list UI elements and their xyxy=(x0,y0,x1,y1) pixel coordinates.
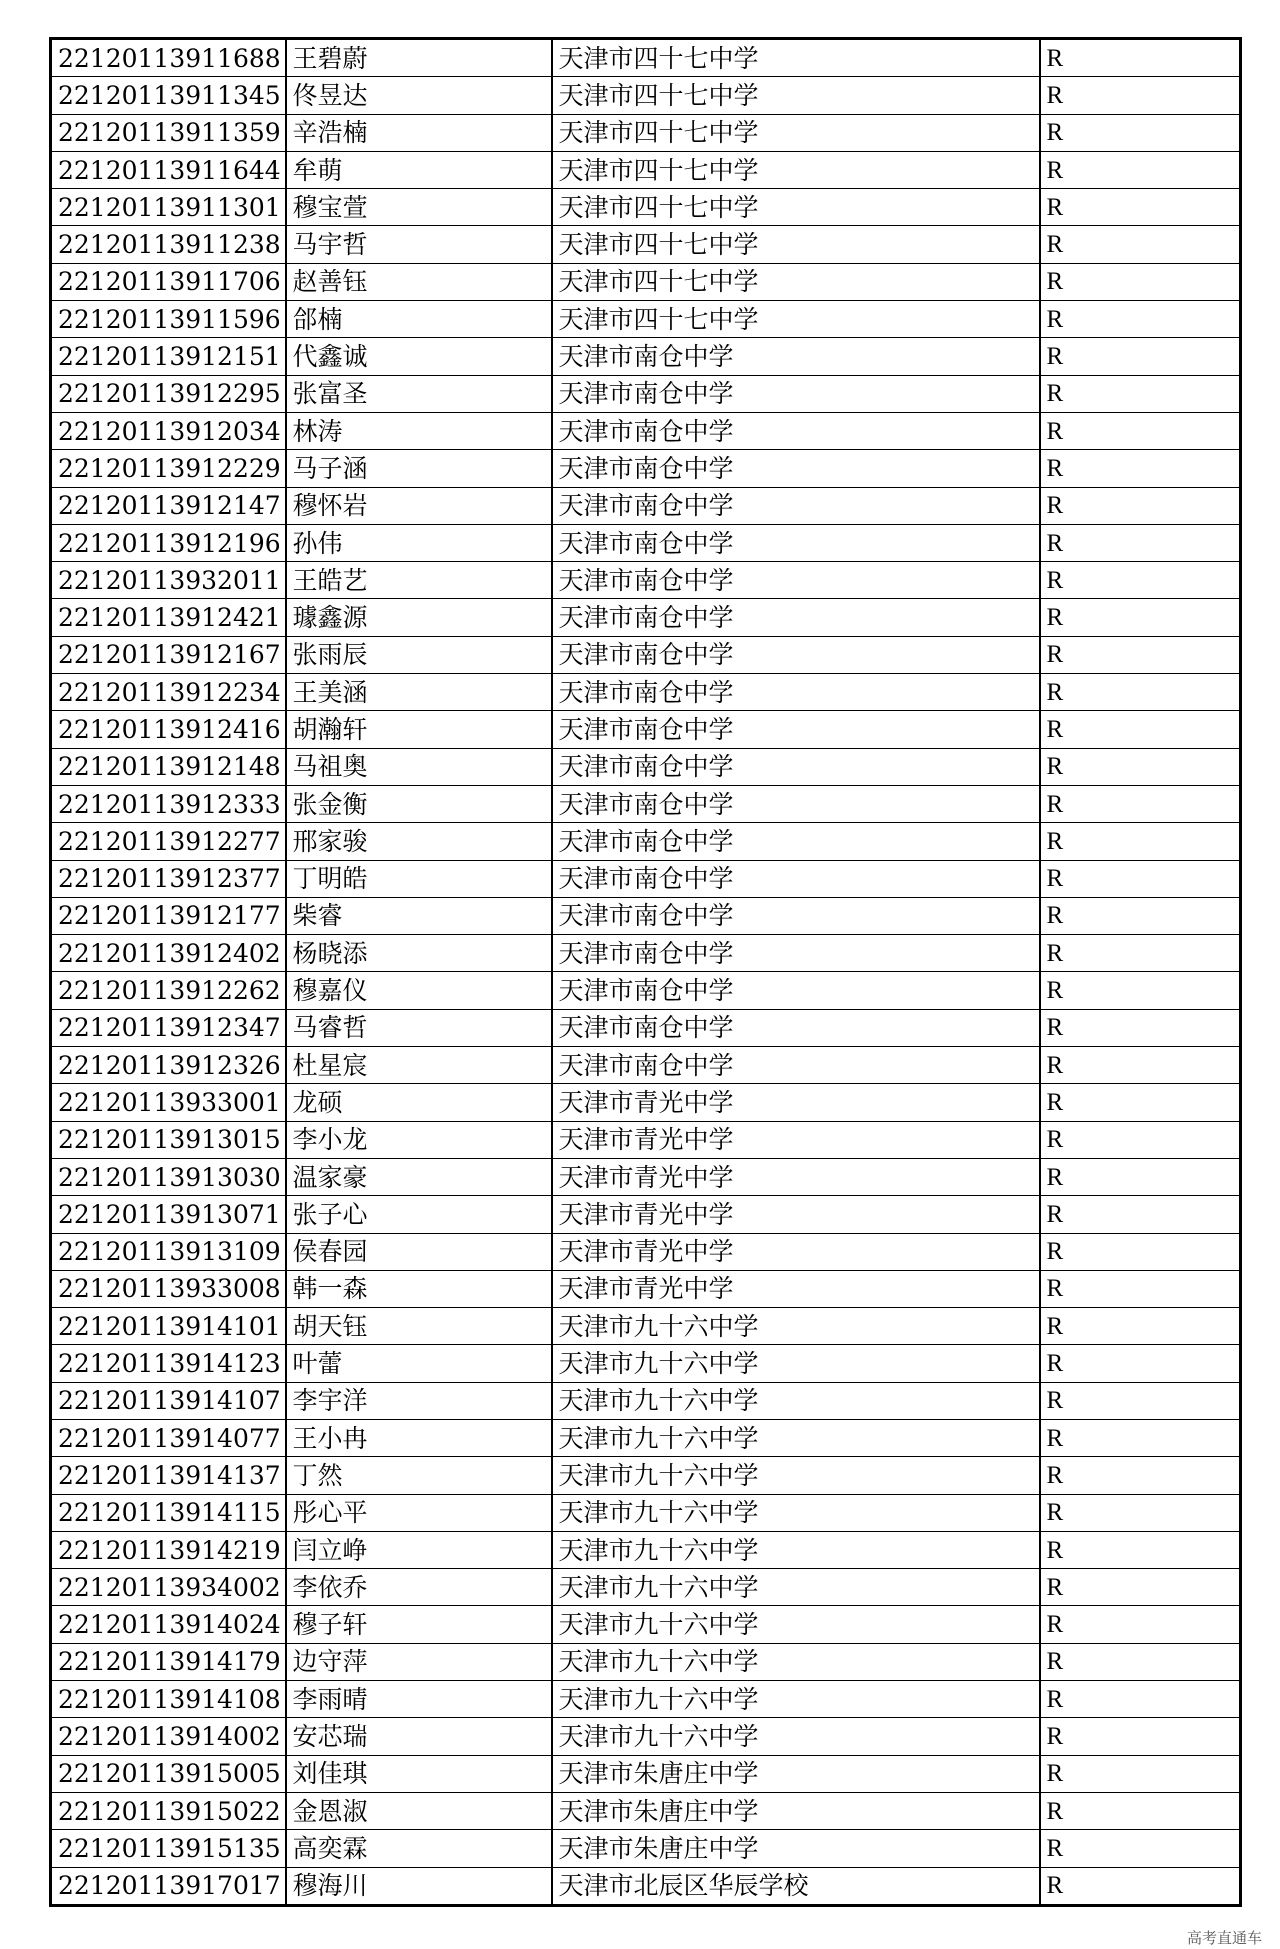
grade-cell: R xyxy=(1040,1158,1241,1195)
exam-number-cell: 22120113912295 xyxy=(51,375,286,412)
table-row xyxy=(51,263,1241,300)
student-name-cell: 郃楠 xyxy=(286,301,552,338)
grade-cell: R xyxy=(1040,263,1241,300)
student-name-cell: 龙硕 xyxy=(286,1084,552,1121)
student-name-cell: 侯春园 xyxy=(286,1233,552,1270)
exam-number-cell: 22120113912326 xyxy=(51,1047,286,1084)
grade-cell: R xyxy=(1040,1457,1241,1494)
exam-number-cell: 22120113913015 xyxy=(51,1121,286,1158)
table-row xyxy=(51,1755,1241,1792)
grade-cell: R xyxy=(1040,897,1241,934)
school-name-cell: 天津市九十六中学 xyxy=(552,1681,1040,1718)
grade-cell: R xyxy=(1040,1196,1241,1233)
grade-cell: R xyxy=(1040,1531,1241,1568)
table-row xyxy=(51,450,1241,487)
grade-cell: R xyxy=(1040,1569,1241,1606)
school-name-cell: 天津市青光中学 xyxy=(552,1233,1040,1270)
student-name-cell: 高奕霖 xyxy=(286,1830,552,1867)
table-row xyxy=(51,1009,1241,1046)
school-name-cell: 天津市四十七中学 xyxy=(552,263,1040,300)
student-name-cell: 彤心平 xyxy=(286,1494,552,1531)
exam-number-cell: 22120113914137 xyxy=(51,1457,286,1494)
table-row xyxy=(51,1308,1241,1345)
school-name-cell: 天津市四十七中学 xyxy=(552,39,1040,77)
school-name-cell: 天津市九十六中学 xyxy=(552,1419,1040,1456)
table-row xyxy=(51,151,1241,188)
school-name-cell: 天津市四十七中学 xyxy=(552,301,1040,338)
exam-number-cell: 22120113911596 xyxy=(51,301,286,338)
exam-number-cell: 22120113912333 xyxy=(51,785,286,822)
table-row xyxy=(51,114,1241,151)
table-row xyxy=(51,1047,1241,1084)
grade-cell: R xyxy=(1040,860,1241,897)
table-row xyxy=(51,785,1241,822)
student-name-cell: 胡天钰 xyxy=(286,1308,552,1345)
grade-cell: R xyxy=(1040,1643,1241,1680)
exam-number-cell: 22120113913071 xyxy=(51,1196,286,1233)
student-name-cell: 张子心 xyxy=(286,1196,552,1233)
school-name-cell: 天津市南仓中学 xyxy=(552,748,1040,785)
school-name-cell: 天津市南仓中学 xyxy=(552,674,1040,711)
grade-cell: R xyxy=(1040,785,1241,822)
exam-number-cell: 22120113933008 xyxy=(51,1270,286,1307)
grade-cell: R xyxy=(1040,450,1241,487)
student-name-cell: 穆宝萱 xyxy=(286,189,552,226)
school-name-cell: 天津市南仓中学 xyxy=(552,785,1040,822)
student-name-cell: 安芯瑞 xyxy=(286,1718,552,1755)
grade-cell: R xyxy=(1040,1121,1241,1158)
table-row xyxy=(51,897,1241,934)
table-row xyxy=(51,338,1241,375)
school-name-cell: 天津市青光中学 xyxy=(552,1121,1040,1158)
student-name-cell: 边守萍 xyxy=(286,1643,552,1680)
grade-cell: R xyxy=(1040,1084,1241,1121)
exam-number-cell: 22120113912167 xyxy=(51,636,286,673)
table-row xyxy=(51,1419,1241,1456)
student-name-cell: 马宇哲 xyxy=(286,226,552,263)
table-row xyxy=(51,375,1241,412)
student-name-cell: 赵善钰 xyxy=(286,263,552,300)
table-row xyxy=(51,1681,1241,1718)
roster-body xyxy=(51,39,1241,1906)
school-name-cell: 天津市青光中学 xyxy=(552,1270,1040,1307)
exam-number-cell: 22120113912151 xyxy=(51,338,286,375)
student-name-cell: 丁然 xyxy=(286,1457,552,1494)
exam-number-cell: 22120113914107 xyxy=(51,1382,286,1419)
table-row xyxy=(51,1196,1241,1233)
school-name-cell: 天津市青光中学 xyxy=(552,1084,1040,1121)
exam-number-cell: 22120113912177 xyxy=(51,897,286,934)
student-name-cell: 王小冉 xyxy=(286,1419,552,1456)
table-row xyxy=(51,412,1241,449)
exam-number-cell: 22120113911301 xyxy=(51,189,286,226)
student-name-cell: 马祖奥 xyxy=(286,748,552,785)
exam-number-cell: 22120113914115 xyxy=(51,1494,286,1531)
table-row xyxy=(51,1233,1241,1270)
grade-cell: R xyxy=(1040,301,1241,338)
grade-cell: R xyxy=(1040,1270,1241,1307)
watermark-text: 高考直通车 xyxy=(1186,1929,1262,1947)
student-name-cell: 辛浩楠 xyxy=(286,114,552,151)
student-name-cell: 代鑫诚 xyxy=(286,338,552,375)
table-row xyxy=(51,674,1241,711)
student-name-cell: 孙伟 xyxy=(286,524,552,561)
school-name-cell: 天津市朱唐庄中学 xyxy=(552,1755,1040,1792)
school-name-cell: 天津市南仓中学 xyxy=(552,599,1040,636)
grade-cell: R xyxy=(1040,636,1241,673)
table-row xyxy=(51,1121,1241,1158)
student-name-cell: 马睿哲 xyxy=(286,1009,552,1046)
school-name-cell: 天津市九十六中学 xyxy=(552,1457,1040,1494)
student-name-cell: 张富圣 xyxy=(286,375,552,412)
student-name-cell: 穆怀岩 xyxy=(286,487,552,524)
grade-cell: R xyxy=(1040,77,1241,114)
exam-number-cell: 22120113914024 xyxy=(51,1606,286,1643)
exam-number-cell: 22120113912421 xyxy=(51,599,286,636)
exam-number-cell: 22120113911688 xyxy=(51,39,286,77)
table-row xyxy=(51,1270,1241,1307)
school-name-cell: 天津市南仓中学 xyxy=(552,562,1040,599)
student-name-cell: 杨晓添 xyxy=(286,935,552,972)
grade-cell: R xyxy=(1040,1009,1241,1046)
student-name-cell: 柴睿 xyxy=(286,897,552,934)
school-name-cell: 天津市南仓中学 xyxy=(552,487,1040,524)
table-row xyxy=(51,301,1241,338)
school-name-cell: 天津市九十六中学 xyxy=(552,1606,1040,1643)
grade-cell: R xyxy=(1040,189,1241,226)
school-name-cell: 天津市九十六中学 xyxy=(552,1718,1040,1755)
school-name-cell: 天津市四十七中学 xyxy=(552,114,1040,151)
grade-cell: R xyxy=(1040,1681,1241,1718)
grade-cell: R xyxy=(1040,1233,1241,1270)
student-name-cell: 闫立峥 xyxy=(286,1531,552,1568)
exam-number-cell: 22120113912034 xyxy=(51,412,286,449)
table-row xyxy=(51,1494,1241,1531)
school-name-cell: 天津市九十六中学 xyxy=(552,1345,1040,1382)
table-row xyxy=(51,77,1241,114)
student-name-cell: 穆海川 xyxy=(286,1867,552,1905)
table-row xyxy=(51,1718,1241,1755)
student-name-cell: 璩鑫源 xyxy=(286,599,552,636)
table-row xyxy=(51,1569,1241,1606)
table-row xyxy=(51,711,1241,748)
grade-cell: R xyxy=(1040,1606,1241,1643)
grade-cell: R xyxy=(1040,487,1241,524)
school-name-cell: 天津市南仓中学 xyxy=(552,412,1040,449)
school-name-cell: 天津市朱唐庄中学 xyxy=(552,1830,1040,1867)
school-name-cell: 天津市青光中学 xyxy=(552,1158,1040,1195)
school-name-cell: 天津市九十六中学 xyxy=(552,1494,1040,1531)
student-name-cell: 李宇洋 xyxy=(286,1382,552,1419)
exam-number-cell: 22120113914101 xyxy=(51,1308,286,1345)
student-name-cell: 王皓艺 xyxy=(286,562,552,599)
table-row xyxy=(51,524,1241,561)
school-name-cell: 天津市南仓中学 xyxy=(552,338,1040,375)
exam-number-cell: 22120113914219 xyxy=(51,1531,286,1568)
exam-number-cell: 22120113912229 xyxy=(51,450,286,487)
exam-number-cell: 22120113915135 xyxy=(51,1830,286,1867)
student-name-cell: 李依乔 xyxy=(286,1569,552,1606)
student-name-cell: 佟昱达 xyxy=(286,77,552,114)
grade-cell: R xyxy=(1040,711,1241,748)
exam-number-cell: 22120113912277 xyxy=(51,823,286,860)
exam-number-cell: 22120113912262 xyxy=(51,972,286,1009)
student-name-cell: 李雨晴 xyxy=(286,1681,552,1718)
table-row xyxy=(51,1643,1241,1680)
grade-cell: R xyxy=(1040,1494,1241,1531)
grade-cell: R xyxy=(1040,972,1241,1009)
student-name-cell: 刘佳琪 xyxy=(286,1755,552,1792)
table-row xyxy=(51,1158,1241,1195)
school-name-cell: 天津市南仓中学 xyxy=(552,897,1040,934)
table-row xyxy=(51,935,1241,972)
exam-number-cell: 22120113911644 xyxy=(51,151,286,188)
school-name-cell: 天津市四十七中学 xyxy=(552,226,1040,263)
grade-cell: R xyxy=(1040,1382,1241,1419)
table-row xyxy=(51,972,1241,1009)
table-row xyxy=(51,1606,1241,1643)
student-name-cell: 丁明皓 xyxy=(286,860,552,897)
student-name-cell: 金恩淑 xyxy=(286,1792,552,1829)
grade-cell: R xyxy=(1040,1345,1241,1382)
student-name-cell: 叶蕾 xyxy=(286,1345,552,1382)
grade-cell: R xyxy=(1040,524,1241,561)
table-row xyxy=(51,226,1241,263)
table-row xyxy=(51,823,1241,860)
exam-number-cell: 22120113913109 xyxy=(51,1233,286,1270)
school-name-cell: 天津市南仓中学 xyxy=(552,935,1040,972)
exam-number-cell: 22120113912147 xyxy=(51,487,286,524)
student-name-cell: 马子涵 xyxy=(286,450,552,487)
school-name-cell: 天津市南仓中学 xyxy=(552,711,1040,748)
exam-number-cell: 22120113912148 xyxy=(51,748,286,785)
school-name-cell: 天津市南仓中学 xyxy=(552,860,1040,897)
exam-number-cell: 22120113914077 xyxy=(51,1419,286,1456)
student-name-cell: 王美涵 xyxy=(286,674,552,711)
student-name-cell: 张雨辰 xyxy=(286,636,552,673)
exam-number-cell: 22120113917017 xyxy=(51,1867,286,1905)
school-name-cell: 天津市九十六中学 xyxy=(552,1569,1040,1606)
table-row xyxy=(51,1457,1241,1494)
grade-cell: R xyxy=(1040,226,1241,263)
exam-number-cell: 22120113932011 xyxy=(51,562,286,599)
school-name-cell: 天津市青光中学 xyxy=(552,1196,1040,1233)
exam-number-cell: 22120113911359 xyxy=(51,114,286,151)
exam-number-cell: 22120113912196 xyxy=(51,524,286,561)
table-row xyxy=(51,599,1241,636)
school-name-cell: 天津市南仓中学 xyxy=(552,1009,1040,1046)
exam-number-cell: 22120113914123 xyxy=(51,1345,286,1382)
table-row xyxy=(51,487,1241,524)
school-name-cell: 天津市南仓中学 xyxy=(552,375,1040,412)
exam-number-cell: 22120113912234 xyxy=(51,674,286,711)
exam-number-cell: 22120113912402 xyxy=(51,935,286,972)
grade-cell: R xyxy=(1040,562,1241,599)
school-name-cell: 天津市四十七中学 xyxy=(552,151,1040,188)
exam-number-cell: 22120113914179 xyxy=(51,1643,286,1680)
grade-cell: R xyxy=(1040,151,1241,188)
school-name-cell: 天津市四十七中学 xyxy=(552,77,1040,114)
table-row xyxy=(51,1084,1241,1121)
student-name-cell: 温家豪 xyxy=(286,1158,552,1195)
table-row xyxy=(51,1792,1241,1829)
grade-cell: R xyxy=(1040,375,1241,412)
student-name-cell: 王碧蔚 xyxy=(286,39,552,77)
exam-number-cell: 22120113915005 xyxy=(51,1755,286,1792)
exam-number-cell: 22120113911345 xyxy=(51,77,286,114)
exam-number-cell: 22120113913030 xyxy=(51,1158,286,1195)
student-roster-table xyxy=(49,37,1242,1907)
exam-number-cell: 22120113915022 xyxy=(51,1792,286,1829)
grade-cell: R xyxy=(1040,1308,1241,1345)
table-row xyxy=(51,1382,1241,1419)
grade-cell: R xyxy=(1040,39,1241,77)
exam-number-cell: 22120113914108 xyxy=(51,1681,286,1718)
student-name-cell: 张金衡 xyxy=(286,785,552,822)
student-name-cell: 穆子轩 xyxy=(286,1606,552,1643)
grade-cell: R xyxy=(1040,1718,1241,1755)
school-name-cell: 天津市朱唐庄中学 xyxy=(552,1792,1040,1829)
student-name-cell: 邢家骏 xyxy=(286,823,552,860)
table-row xyxy=(51,562,1241,599)
student-name-cell: 杜星宸 xyxy=(286,1047,552,1084)
school-name-cell: 天津市九十六中学 xyxy=(552,1531,1040,1568)
grade-cell: R xyxy=(1040,935,1241,972)
exam-number-cell: 22120113911706 xyxy=(51,263,286,300)
grade-cell: R xyxy=(1040,1047,1241,1084)
table-row xyxy=(51,860,1241,897)
school-name-cell: 天津市南仓中学 xyxy=(552,1047,1040,1084)
table-row xyxy=(51,1345,1241,1382)
school-name-cell: 天津市九十六中学 xyxy=(552,1643,1040,1680)
school-name-cell: 天津市南仓中学 xyxy=(552,972,1040,1009)
table-row xyxy=(51,1531,1241,1568)
school-name-cell: 天津市南仓中学 xyxy=(552,823,1040,860)
grade-cell: R xyxy=(1040,1867,1241,1905)
exam-number-cell: 22120113912347 xyxy=(51,1009,286,1046)
school-name-cell: 天津市南仓中学 xyxy=(552,524,1040,561)
school-name-cell: 天津市四十七中学 xyxy=(552,189,1040,226)
grade-cell: R xyxy=(1040,823,1241,860)
table-row xyxy=(51,636,1241,673)
school-name-cell: 天津市北辰区华辰学校 xyxy=(552,1867,1040,1905)
exam-number-cell: 22120113911238 xyxy=(51,226,286,263)
student-name-cell: 牟萌 xyxy=(286,151,552,188)
grade-cell: R xyxy=(1040,599,1241,636)
student-name-cell: 林涛 xyxy=(286,412,552,449)
table-row xyxy=(51,1867,1241,1905)
grade-cell: R xyxy=(1040,1792,1241,1829)
table-row xyxy=(51,1830,1241,1867)
table-row xyxy=(51,748,1241,785)
grade-cell: R xyxy=(1040,114,1241,151)
grade-cell: R xyxy=(1040,674,1241,711)
grade-cell: R xyxy=(1040,748,1241,785)
exam-number-cell: 22120113933001 xyxy=(51,1084,286,1121)
grade-cell: R xyxy=(1040,1830,1241,1867)
student-name-cell: 韩一森 xyxy=(286,1270,552,1307)
school-name-cell: 天津市南仓中学 xyxy=(552,636,1040,673)
school-name-cell: 天津市南仓中学 xyxy=(552,450,1040,487)
student-name-cell: 胡瀚轩 xyxy=(286,711,552,748)
school-name-cell: 天津市九十六中学 xyxy=(552,1308,1040,1345)
student-name-cell: 李小龙 xyxy=(286,1121,552,1158)
table-row xyxy=(51,189,1241,226)
exam-number-cell: 22120113914002 xyxy=(51,1718,286,1755)
exam-number-cell: 22120113934002 xyxy=(51,1569,286,1606)
table-row xyxy=(51,39,1241,77)
grade-cell: R xyxy=(1040,338,1241,375)
exam-number-cell: 22120113912377 xyxy=(51,860,286,897)
grade-cell: R xyxy=(1040,1419,1241,1456)
grade-cell: R xyxy=(1040,412,1241,449)
school-name-cell: 天津市九十六中学 xyxy=(552,1382,1040,1419)
grade-cell: R xyxy=(1040,1755,1241,1792)
student-name-cell: 穆嘉仪 xyxy=(286,972,552,1009)
exam-number-cell: 22120113912416 xyxy=(51,711,286,748)
